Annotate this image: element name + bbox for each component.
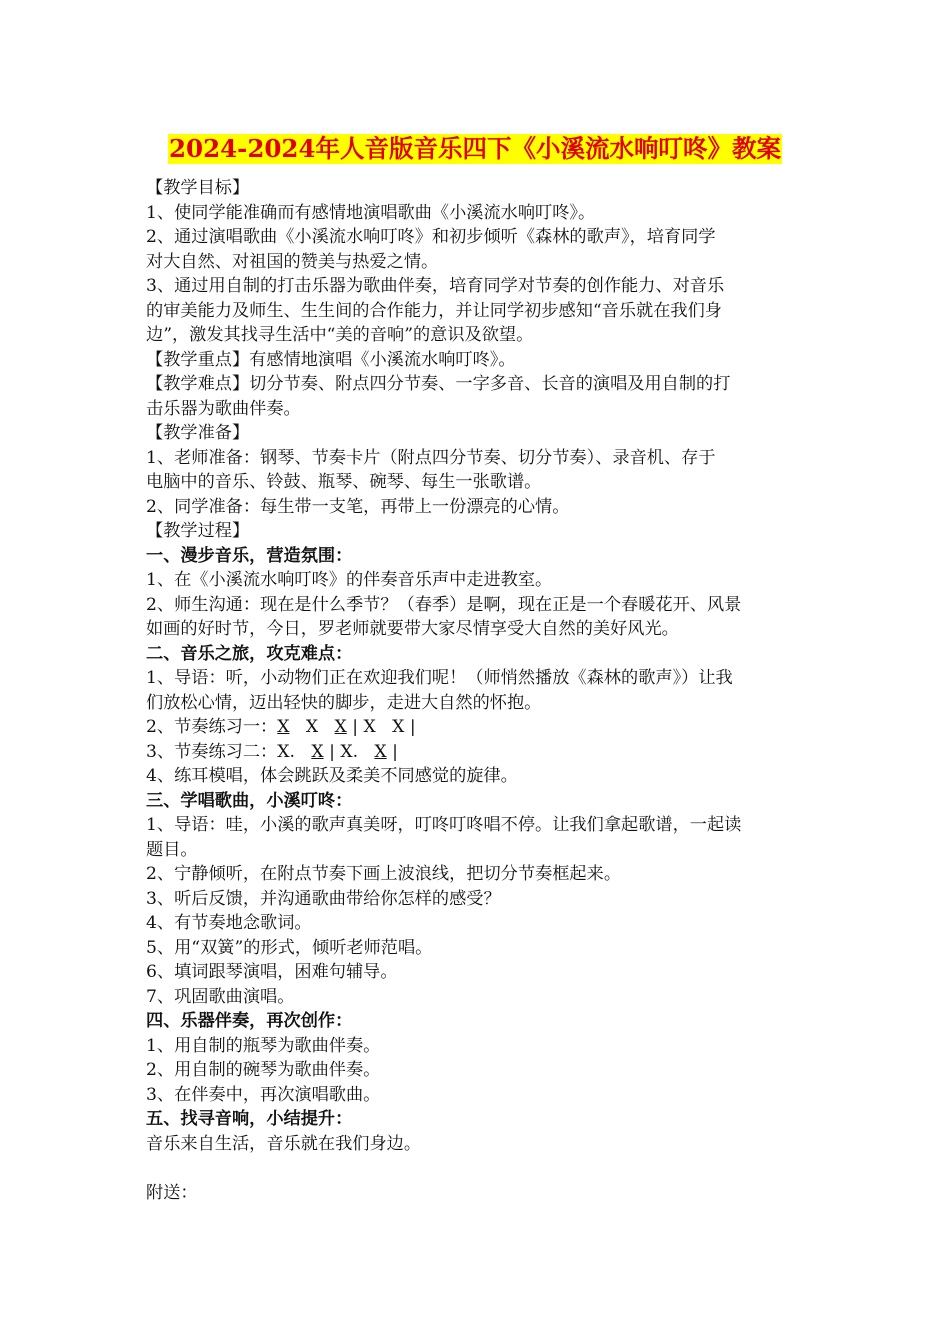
section4-line: 2、用自制的碗琴为歌曲伴奏。: [146, 1060, 381, 1080]
objective-line: 2、通过演唱歌曲《小溪流水响叮咚》和初步倾听《森林的歌声》，培育同学: [146, 227, 716, 247]
section2-line: 4、练耳模唱，体会跳跃及柔美不同感觉的旋律。: [146, 766, 518, 786]
section5-line: 音乐来自生活，音乐就在我们身边。: [146, 1133, 422, 1154]
rhythm-note: X: [277, 717, 290, 737]
section4-heading: 四、乐器伴奏，再次创作：: [146, 1011, 353, 1031]
rhythm-note: X: [392, 717, 405, 737]
rhythm-bar: |: [392, 741, 398, 762]
document-page: [146, 134, 826, 1205]
process-heading: 【教学过程】: [146, 521, 250, 541]
section3-line: 3、听后反馈，并沟通歌曲带给你怎样的感受？: [146, 888, 501, 909]
spacer: [146, 1156, 826, 1181]
objective-line: 对大自然、对祖国的赞美与热爱之情。: [146, 251, 439, 272]
section2-line: 1、导语：听，小动物们正在欢迎我们呢！（师悄然播放《森林的歌声》）让我: [146, 668, 733, 688]
objective-line: 的审美能力及师生、生生间的合作能力，并让同学初步感知“音乐就在我们身: [146, 300, 722, 321]
section3-line: 2、宁静倾听，在附点节奏下画上波浪线，把切分节奏框起来。: [146, 864, 622, 884]
preparation-line: 2、同学准备：每生带一支笔，再带上一份漂亮的心情。: [146, 496, 570, 517]
difficulty-line: 击乐器为歌曲伴奏。: [146, 398, 301, 419]
objectives-heading: 【教学目标】: [146, 178, 250, 198]
section2-heading: 二、音乐之旅，攻克难点：: [146, 643, 353, 664]
difficulty-line: 【教学难点】切分节奏、附点四分节奏、一字多音、长音的演唱及用自制的打: [146, 374, 731, 394]
objective-line: 边”，激发其找寻生活中“美的音响”的意识及欲望。: [146, 325, 534, 345]
preparation-heading: 【教学准备】: [146, 423, 250, 443]
rhythm2-label: 3、节奏练习二：: [146, 741, 278, 762]
section4-line: 3、在伴奏中，再次演唱歌曲。: [146, 1084, 381, 1105]
section1-heading: 一、漫步音乐，营造氛围：: [146, 545, 353, 566]
section3-line: 4、有节奏地念歌词。: [146, 913, 312, 933]
section3-line: 1、导语：哇，小溪的歌声真美呀，叮咚叮咚唱不停。让我们拿起歌谱，一起读: [146, 815, 742, 835]
section4-line: 1、用自制的瓶琴为歌曲伴奏。: [146, 1035, 381, 1056]
objective-line: 3、通过用自制的打击乐器为歌曲伴奏，培育同学对节奏的创作能力、对音乐: [146, 276, 725, 296]
rhythm-note: X: [374, 741, 387, 762]
section3-line: 7、巩固歌曲演唱。: [146, 986, 295, 1007]
rhythm-note: X: [334, 717, 347, 737]
section3-line: 6、填词跟琴演唱，困难句辅导。: [146, 962, 398, 982]
objective-line: 1、使同学能准确而有感情地演唱歌曲《小溪流水响叮咚》。: [146, 202, 596, 223]
rhythm-exercise-2: [146, 740, 826, 765]
section5-heading: 五、找寻音响，小结提升：: [146, 1109, 353, 1129]
rhythm-note: X: [305, 717, 319, 737]
preparation-line: 1、老师准备：钢琴、节奏卡片（附点四分节奏、切分节奏）、录音机、存于: [146, 447, 716, 468]
rhythm1-label: 2、节奏练习一：: [146, 717, 278, 737]
rhythm-note: X.: [340, 741, 359, 762]
preparation-line: 电脑中的音乐、铃鼓、瓶琴、碗琴、每生一张歌谱。: [146, 472, 542, 492]
rhythm-bar: |: [409, 717, 416, 737]
key-point: 【教学重点】有感情地演唱《小溪流水响叮咚》。: [146, 349, 516, 370]
section3-line: 题目。: [146, 839, 198, 860]
rhythm-note: X.: [277, 741, 295, 762]
rhythm-note: X: [311, 741, 324, 762]
section1-line: 2、师生沟通：现在是什么季节？（春季）是啊，现在正是一个春暖花开、风景: [146, 594, 742, 615]
appendix-label: 附送：: [146, 1182, 198, 1203]
document-title: 2024-2024年人音版音乐四下《小溪流水响叮咚》教案: [168, 134, 782, 163]
section3-heading: 三、学唱歌曲，小溪叮咚：: [146, 790, 353, 811]
title-wrap: [0, 134, 950, 168]
rhythm-note: X: [363, 717, 376, 737]
rhythm-exercise-1: [146, 715, 826, 740]
rhythm-bar: |: [352, 717, 359, 737]
section2-line: 们放松心情，迈出轻快的脚步，走进大自然的怀抱。: [146, 692, 542, 713]
rhythm-bar: |: [329, 741, 335, 762]
section1-line: 1、在《小溪流水响叮咚》的伴奏音乐声中走进教室。: [146, 570, 553, 590]
section1-line: 如画的好时节，今日，罗老师就要带大家尽情享受大自然的美好风光。: [146, 619, 679, 639]
section3-line: 5、用“双簧”的形式，倾听老师范唱。: [146, 937, 433, 958]
document-body: [146, 176, 826, 1205]
